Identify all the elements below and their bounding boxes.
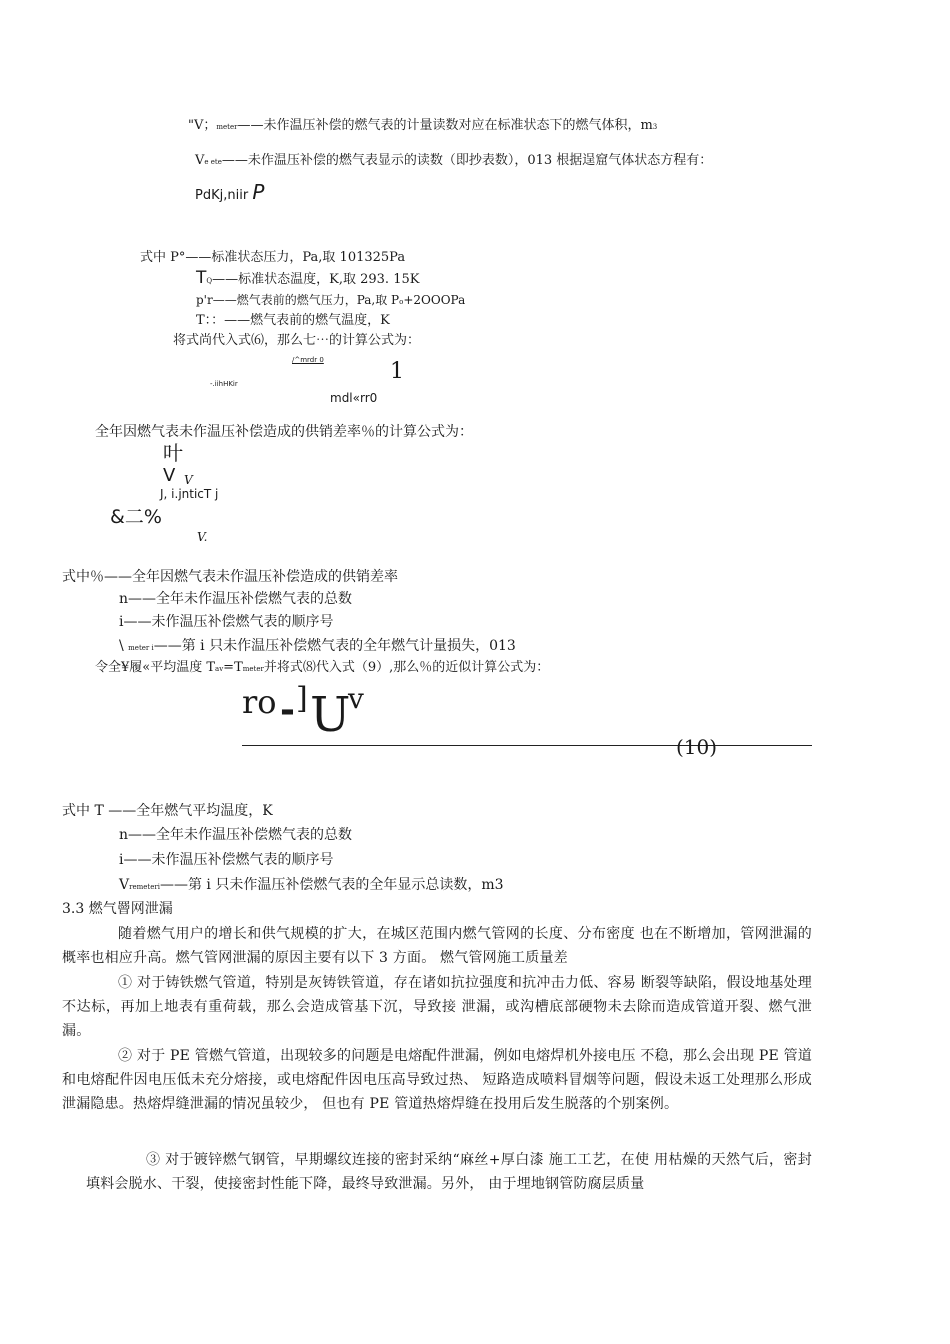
def-subscript: meter [242, 665, 264, 673]
def-text: ——第 i 只未作温压补偿燃气表的全年显示总读数，m3 [159, 877, 504, 893]
def-tr-line: T：：——燃气表前的燃气温度，K [196, 313, 390, 328]
formula-text: PdKj,niir [195, 188, 249, 203]
formula-rate-f: V. [197, 530, 208, 544]
section-paragraph-4: ③ 对于镀锌燃气钢管，早期螺纹连接的密封采纳“麻丝+厚白漆 施工工艺，在使 用枯燥的天然气后，密封填料会脱水、干裂，使接密封性能下降，最终导致泄漏。另外， 由于埋地钢管防腐层质量 [86, 1152, 812, 1192]
def-subscript: av [215, 665, 224, 673]
def-t-line: 式中 T ——全年燃气平均温度，K [62, 803, 273, 819]
def-t0-line [196, 270, 419, 289]
def-text: =T [223, 660, 243, 675]
def-text: ——未作温压补偿的燃气表显示的读数（即抄表数），013 根据逞窟气体状态方程有： [221, 153, 713, 168]
def-text: 并将式⑻代入式（9）,那么％的近似计算公式为： [263, 660, 550, 675]
def-n-line: n——全年未作温压补偿燃气表的总数 [119, 591, 353, 607]
def-text: \ [119, 638, 124, 654]
formula-mid-top: /^mrdr 0 [292, 356, 324, 364]
def-n-line-2: n——全年未作温压补偿燃气表的总数 [119, 827, 353, 843]
section-paragraph-2: ① 对于铸铁燃气管道，特别是灰铸铁管道，存在诸如抗拉强度和抗冲击力低、容易 断裂等缺陷，假设地基处理不达标，再加上地表有重荷载，那么会造成管基下沉，导致接 泄漏，或沟槽底部硬物未去除而造成管道开裂、燃气泄漏。 [62, 975, 812, 1039]
formula-eq-number: (10) [676, 735, 718, 759]
def-text: +2OOOPa [403, 293, 466, 307]
formula-big-minus: - [280, 690, 295, 731]
def-p0-line: 式中 P°——标准状态压力，Pa,取 101325Pa [140, 250, 406, 265]
def-text: "V； [188, 118, 217, 133]
formula-state-eq [195, 180, 265, 204]
formula-big-bracket: ] [296, 681, 308, 716]
section-paragraph-1: 随着燃气用户的增长和供气规模的扩大，在城区范围内燃气管网的长度、分布密度 也在不断增加，管网泄漏的概率也相应升高。燃气管网泄漏的原因主要有以下 3 方面。 燃气管网施工质量差 [62, 926, 812, 966]
def-text: ——标准状态温度，K,取 293. 15K [212, 272, 420, 287]
def-reading-line [119, 877, 504, 895]
formula-rule [242, 745, 812, 746]
def-text: V [195, 153, 205, 168]
intro-formula-line: 将式尚代入式⑹，那么七⋯的计算公式为： [173, 333, 421, 348]
def-text: p'r——燃气表前的燃气压力，Pa,取 P [196, 293, 400, 307]
def-rate-line: 式中％——全年因燃气表未作温压补偿造成的供销差率 [62, 569, 398, 585]
section-heading: 3.3 燃气罾网泄漏 [62, 901, 173, 917]
formula-big-ro: ro [242, 683, 277, 721]
def-text: V [119, 877, 130, 893]
def-subscript: meter i [128, 644, 154, 652]
def-i-line-2: i——未作温压补偿燃气表的顺序号 [119, 852, 334, 868]
def-text: 令全¥履«平均温度 T [95, 660, 216, 675]
def-v-meter-line [188, 118, 657, 135]
formula-mid-left: -.iihHKir [210, 380, 238, 388]
def-text: ——第 i 只未作温压补偿燃气表的全年燃气计量损失，013 [153, 638, 516, 654]
def-symbol: T [196, 268, 207, 288]
def-subscript: o [399, 298, 404, 306]
def-subscript: meter [216, 123, 238, 131]
intro-approx-line [95, 660, 549, 677]
def-loss-line [119, 638, 516, 656]
formula-rate-d: J, i.jnticT j [160, 487, 219, 501]
def-subscript: Q [206, 277, 213, 285]
section-paragraph-3: ② 对于 PE 管燃气管道，出现较多的问题是电熔配件泄漏，例如电熔焊机外接电压 不稳，那么会出现 PE 管道和电熔配件因电压低未充分熔接，或电熔配件因电压高导致过热、 短路造成喷料冒烟等问题，假设未返工处理那么形成泄漏隐患。热熔焊缝泄漏的情况虽较少， 但也有 PE 管道热熔焊缝在投用后发生脱落的个别案例。 [62, 1048, 812, 1112]
formula-rate-e: &二% [110, 506, 162, 528]
para-rate: 全年因燃气表未作温压补偿造成的供销差率％的计算公式为： [95, 424, 473, 440]
formula-symbol: P [252, 180, 265, 204]
formula-rate-b: V [163, 465, 176, 486]
def-superscript: 3 [652, 123, 658, 131]
def-v-ete-line [195, 153, 712, 170]
def-text: ——未作温压补偿的燃气表的计量读数对应在标准状态下的燃气体积，m [237, 118, 653, 133]
formula-rate-a: 叶 [163, 441, 183, 465]
formula-rate-c: V [184, 473, 193, 487]
formula-mid-bottom: mdl«rr0 [330, 391, 378, 405]
def-i-line: i——未作温压补偿燃气表的顺序号 [119, 614, 334, 630]
def-subscript: e ete [204, 158, 222, 166]
def-subscript: remeteri [129, 883, 160, 891]
def-pr-line [196, 292, 465, 310]
formula-mid-one: 1 [390, 359, 404, 384]
formula-big-u: U [310, 687, 351, 743]
formula-big-v: v [348, 682, 364, 715]
